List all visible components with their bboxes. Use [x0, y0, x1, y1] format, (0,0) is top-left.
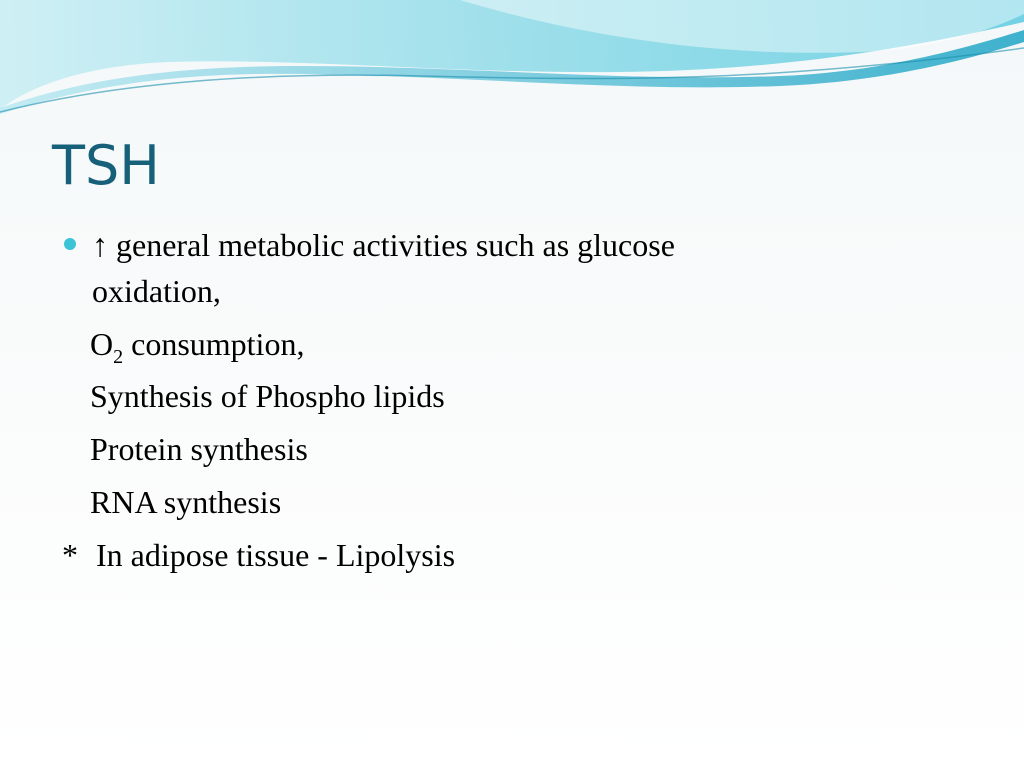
bullet-dot-icon	[64, 238, 76, 250]
o2-consumption-text: consumption,	[123, 326, 305, 362]
item-phospholipids: Synthesis of Phospho lipids	[90, 378, 445, 414]
o2-subscript: 2	[113, 346, 124, 368]
bullet-text-line-2: oxidation,	[92, 273, 221, 309]
item-protein-synthesis: Protein synthesis	[90, 431, 308, 467]
note-text: In adipose tissue - Lipolysis	[96, 537, 456, 573]
o2-symbol: O	[90, 326, 114, 362]
note-marker: *	[62, 537, 78, 573]
slide-title: TSH	[52, 134, 160, 197]
note-lipolysis	[62, 535, 455, 575]
item-o2-consumption	[90, 324, 304, 369]
item-rna-synthesis: RNA synthesis	[90, 484, 282, 520]
bullet-text-line-1: ↑ general metabolic activities such as glucose	[92, 227, 675, 263]
